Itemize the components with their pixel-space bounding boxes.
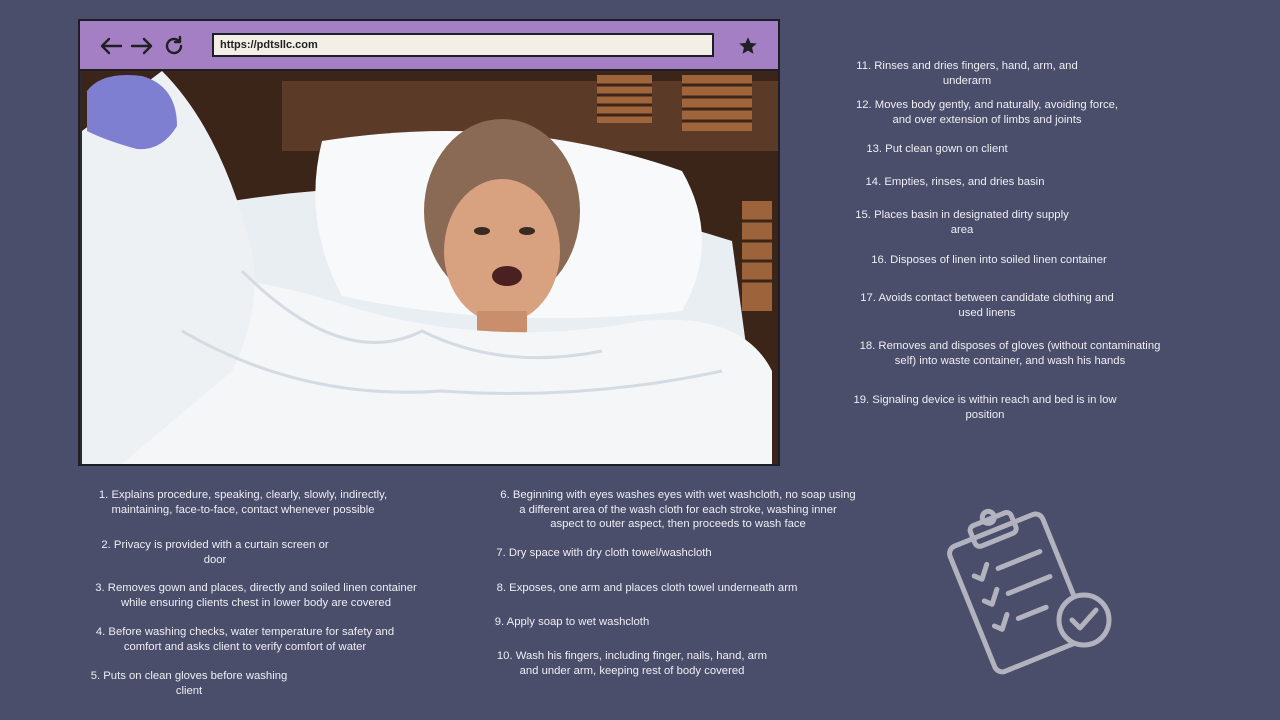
step-6: 6. Beginning with eyes washes eyes with wet washcloth, no soap using a different area of the wash cloth for each stroke, washing inner aspect to outer aspect, then proceeds to wash face — [500, 489, 856, 531]
browser-window — [78, 19, 780, 466]
step-12: 12. Moves body gently, and naturally, avoiding force, and over extension of limbs and joints — [855, 99, 1119, 126]
step-16: 16. Disposes of linen into soiled linen container — [871, 254, 1107, 266]
address-bar[interactable]: https://pdtsllc.com — [212, 33, 714, 57]
step-4: 4. Before washing checks, water temperature for safety and comfort and asks client to verify comfort of water — [95, 626, 395, 653]
step-10: 10. Wash his fingers, including finger, nails, hand, arm and under arm, keeping rest of body covered — [496, 650, 768, 677]
step-11: 11. Rinses and dries fingers, hand, arm, and underarm — [856, 60, 1078, 87]
scene-illustration — [82, 71, 778, 464]
back-arrow-icon[interactable] — [98, 34, 124, 58]
bookmark-star-icon[interactable] — [736, 34, 760, 58]
step-3: 3. Removes gown and places, directly and soiled linen container while ensuring clients chest in lower body are covered — [95, 582, 417, 609]
step-9: 9. Apply soap to wet washcloth — [494, 616, 650, 628]
browser-toolbar — [80, 21, 778, 71]
step-17: 17. Avoids contact between candidate clothing and used linens — [860, 292, 1114, 319]
reload-icon[interactable] — [161, 34, 187, 58]
step-8: 8. Exposes, one arm and places cloth towel underneath arm — [496, 582, 798, 594]
step-18: 18. Removes and disposes of gloves (without contaminating self) into waste container, and wash his hands — [859, 340, 1161, 367]
step-15: 15. Places basin in designated dirty supply area — [855, 209, 1069, 236]
step-7: 7. Dry space with dry cloth towel/washcloth — [496, 547, 712, 559]
step-14: 14. Empties, rinses, and dries basin — [865, 176, 1045, 188]
video-frame — [82, 71, 778, 464]
step-13: 13. Put clean gown on client — [866, 143, 1008, 155]
step-2: 2. Privacy is provided with a curtain screen or door — [101, 539, 329, 566]
step-19: 19. Signaling device is within reach and bed is in low position — [853, 394, 1117, 421]
clipboard-checklist-icon — [946, 496, 1118, 676]
step-5: 5. Puts on clean gloves before washing client — [90, 670, 288, 697]
forward-arrow-icon[interactable] — [129, 34, 155, 58]
step-1: 1. Explains procedure, speaking, clearly, slowly, indirectly, maintaining, face-to-face, contact whenever possible — [98, 489, 388, 516]
